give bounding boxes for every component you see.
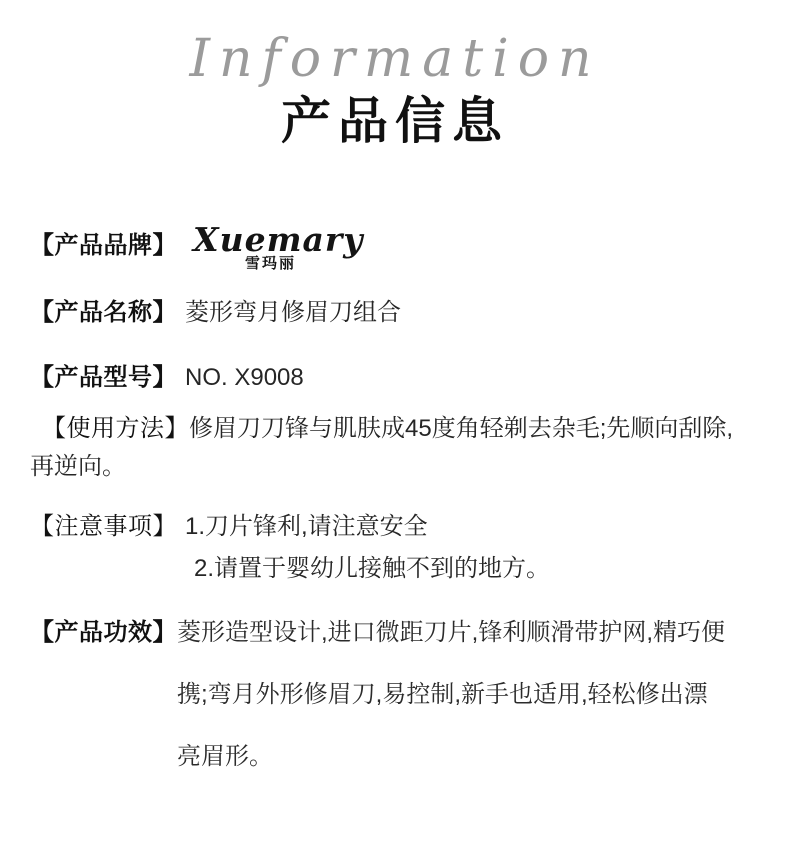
name-label: 【产品名称】 <box>30 299 177 326</box>
product-name-value: 菱形弯月修眉刀组合 <box>185 299 401 326</box>
usage-method-text: 修眉刀刀锋与肌肤成45度角轻剃去杂毛;先顺向刮除,再逆向。 <box>30 415 734 480</box>
product-model-row <box>30 362 768 394</box>
effect-label: 【产品功效】 <box>30 619 177 646</box>
product-effect-row <box>30 602 768 788</box>
attention-item-2: 2.请置于婴幼儿接触不到的地方。 <box>194 555 551 582</box>
attention-row <box>30 506 768 590</box>
attention-label: 【注意事项】 <box>30 513 177 540</box>
product-name-row <box>30 297 768 329</box>
product-model-value: NO. X9008 <box>185 364 304 391</box>
attention-items <box>185 506 550 590</box>
brand-logo <box>193 221 363 273</box>
brand-logo-subtext: 雪玛丽 <box>245 255 297 272</box>
product-brand-row <box>30 220 768 273</box>
info-list <box>0 220 790 788</box>
model-label: 【产品型号】 <box>30 364 177 391</box>
brand-label: 【产品品牌】 <box>30 232 177 259</box>
brand-logo-script: Xuemary <box>193 220 364 259</box>
attention-item-1: 1.刀片锋利,请注意安全 <box>185 513 428 540</box>
product-effect-text: 菱形造型设计,进口微距刀片,锋利顺滑带护网,精巧便携;弯月外形修眉刀,易控制,新手也适用,轻松修出漂亮眉形。 <box>177 619 726 770</box>
page-title: 产品信息 <box>281 93 509 149</box>
script-title: Information <box>189 29 601 89</box>
page-header <box>0 0 790 150</box>
usage-method-row <box>30 410 752 486</box>
method-label: 【使用方法】 <box>42 415 189 442</box>
